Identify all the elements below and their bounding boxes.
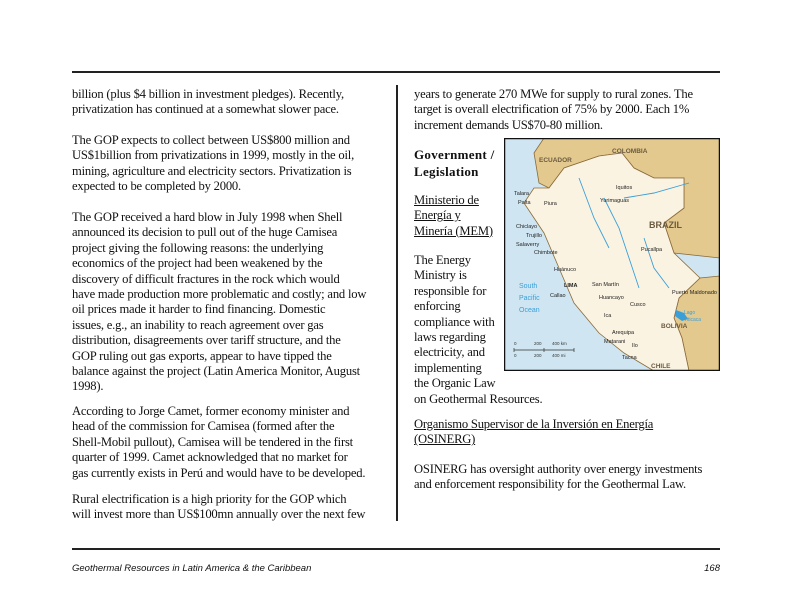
text-line: discovery of difficult fractures in the rock which would: [72, 271, 340, 286]
text-line: OSINERG has oversight authority over energy investments: [414, 462, 703, 476]
text-line: economics of the project had been weakened by the: [72, 256, 323, 271]
ocean-label: Pacific: [519, 295, 540, 302]
ocean-label: Ocean: [519, 307, 540, 314]
column-divider: [396, 85, 398, 521]
scale-label: 400 km: [552, 341, 567, 346]
text-line: The Energy: [414, 253, 471, 267]
text-line: gas currently exists in Perú and would have to be developed.: [72, 465, 366, 480]
lake-label: Titicaca: [684, 317, 702, 323]
text-line: responsible for: [414, 283, 487, 298]
city-label: Tacna: [622, 355, 637, 361]
scale-label: 0: [514, 341, 517, 346]
text-line: compliance with: [414, 314, 495, 329]
city-label: Chiclayo: [516, 224, 538, 230]
text-line: GOP ruling out gas exports, appear to have tipped the: [72, 348, 332, 363]
text-line: the Organic Law: [414, 376, 496, 391]
text-line: on Geothermal Resources.: [414, 391, 543, 406]
text-line: balance against the project (Latin America Monitor, August: [72, 364, 360, 379]
text-line: laws regarding: [414, 330, 486, 345]
text-line: privatization has continued at a somewhat slower pace.: [72, 102, 339, 117]
text-line: Rural electrification is a high priority for the GOP which: [72, 492, 347, 506]
city-label: Huancayo: [599, 295, 624, 301]
text-line: Energía y: [414, 208, 461, 223]
text-line: increment demands US$70-80 million.: [414, 117, 603, 132]
scale-label: 200: [534, 341, 542, 346]
country-label: ECUADOR: [539, 157, 572, 164]
text-line: US$1billion from privatizations in 1999, mostly in the oil,: [72, 148, 355, 163]
scale-label: 200: [534, 353, 542, 358]
city-label: Arequipa: [612, 330, 635, 336]
text-line: project giving the following reasons: the underlying: [72, 240, 324, 255]
text-line: have made production more problematic and costly; and low: [72, 287, 367, 302]
paragraph: [72, 87, 344, 118]
text-line: The GOP expects to collect between US$800 million and: [72, 133, 350, 147]
text-line: enforcing: [414, 299, 461, 314]
text-line: According to Jorge Camet, former economy minister and: [72, 404, 350, 418]
city-label: Huánuco: [554, 267, 577, 273]
text-line: will invest more than US$100mn annually over the next few: [72, 507, 366, 522]
text-line: issues, e.g., an inability to reach agreement over gas: [72, 317, 324, 332]
paragraph: [72, 133, 354, 195]
text-line: The GOP received a hard blow in July 1998 when Shell: [72, 210, 343, 224]
text-line: distribution, disagreements over tariff structure, and the: [72, 333, 341, 348]
city-label: Trujillo: [526, 233, 542, 239]
country-label: CHILE: [651, 363, 671, 370]
city-label: Puerto Maldonado: [672, 290, 717, 296]
text-line: Legislation: [414, 164, 479, 179]
text-line: Ministry is: [414, 268, 467, 283]
city-label: Talara: [514, 191, 529, 197]
mem-title: [414, 193, 493, 239]
footer-title: Geothermal Resources in Latin America & the Caribbean: [72, 563, 312, 574]
text-line: Shell-Mobil pullout), Camisea will be tendered in the first: [72, 434, 353, 449]
lake-label: Lago: [684, 310, 696, 316]
paragraph: [72, 404, 365, 481]
city-label: Iquitos: [616, 185, 633, 191]
paragraph-intro: [414, 87, 693, 133]
city-label: Cusco: [630, 302, 646, 308]
city-label: Ica: [604, 313, 612, 319]
osinerg-title: [414, 417, 653, 448]
text-line: Ministerio de: [414, 193, 479, 207]
text-line: electricity, and: [414, 345, 485, 360]
text-line: and enforcement responsibility for the Geothermal Law.: [414, 477, 686, 492]
country-label: BOLIVIA: [661, 323, 688, 330]
text-line: mining, agriculture and electricity sectors. Privatization is: [72, 163, 352, 178]
text-line: expected to be completed by 2000.: [72, 179, 241, 194]
text-line: implementing: [414, 360, 482, 375]
scale-label: 0: [514, 353, 517, 358]
city-label: Chimbote: [534, 250, 558, 256]
city-label: San Martín: [592, 282, 619, 288]
city-label: Paita: [518, 200, 531, 206]
text-line: Minería (MEM): [414, 223, 493, 238]
text-line: billion (plus $4 billion in investment pledges). Recently,: [72, 87, 344, 101]
text-line: Government /: [414, 147, 495, 162]
country-label: BRAZIL: [649, 220, 682, 230]
text-line: oil prices made it harder to find financing. Domestic: [72, 302, 326, 317]
text-line: (OSINERG): [414, 432, 476, 447]
text-line: Organismo Supervisor de la Inversión en Energía: [414, 417, 654, 431]
city-label: LIMA: [564, 283, 578, 289]
country-label: COLOMBIA: [612, 148, 648, 155]
text-line: 1998).: [72, 379, 104, 394]
city-label: Salaverry: [516, 242, 540, 248]
city-label: Piura: [544, 201, 557, 207]
ocean-label: South: [519, 283, 538, 290]
section-heading: [414, 146, 495, 180]
city-label: Yurimaguas: [600, 198, 630, 204]
text-line: years to generate 270 MWe for supply to rural zones. The: [414, 87, 693, 101]
text-line: target is overall electrification of 75% by 2000. Each 1%: [414, 102, 690, 117]
city-label: Callao: [550, 293, 566, 299]
text-line: announced its decision to pull out of the huge Camisea: [72, 225, 338, 240]
text-line: quarter of 1999. Camet acknowledged that no market for: [72, 450, 348, 465]
top-rule: [72, 71, 720, 73]
city-label: Matarani: [604, 339, 626, 345]
text-line: head of the commission for Camisea (formed after the: [72, 419, 335, 434]
osinerg-description: [414, 462, 702, 493]
city-label: Ilo: [632, 343, 638, 349]
peru-map: [504, 138, 720, 371]
paragraph: [72, 492, 365, 523]
paragraph: [72, 210, 366, 395]
scale-label: 400 mi: [552, 353, 566, 358]
city-label: Pucallpa: [641, 247, 663, 253]
bottom-rule: [72, 548, 720, 550]
page-number: 168: [704, 563, 720, 574]
